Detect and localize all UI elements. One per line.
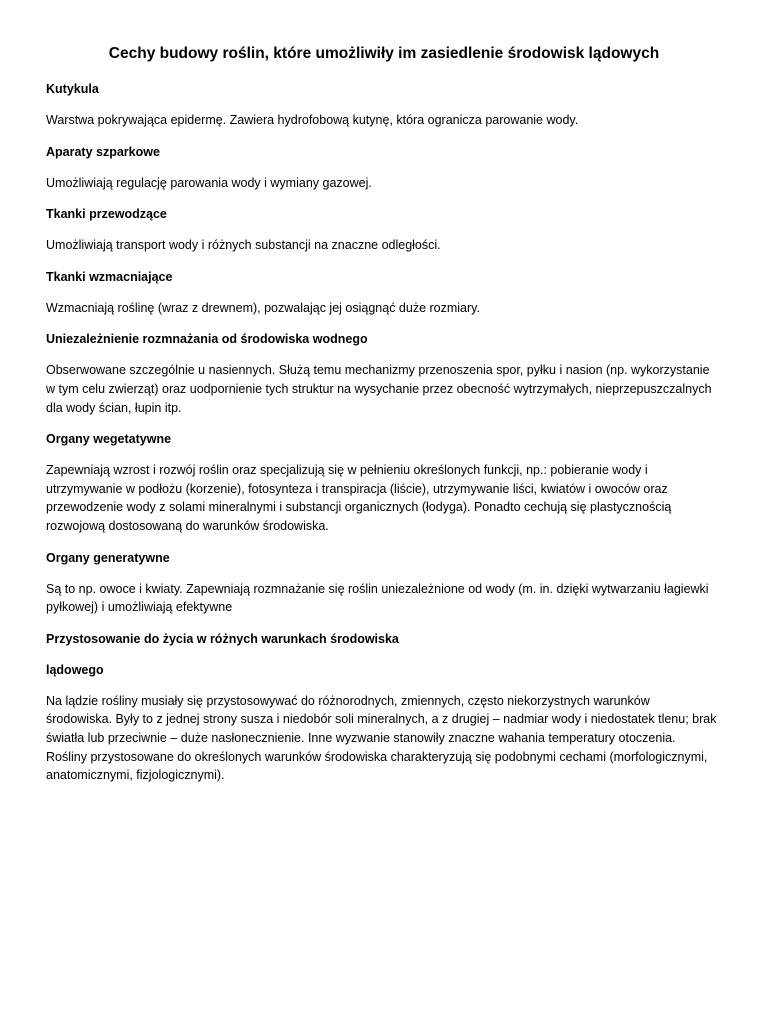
section-heading: Aparaty szparkowe bbox=[46, 144, 160, 159]
section-paragraph: Obserwowane szczególnie u nasiennych. Służą temu mechanizmy przenoszenia spor, pyłku i nasion (np. wykorzystanie w tym celu zwierząt) oraz uodpornienie tych struktur na wysychanie przez obecność wytrzymałych, nieprzepuszczalnych dla wody ścian, łupin itp. bbox=[46, 363, 712, 415]
section-paragraph: Umożliwiają regulację parowania wody i wymiany gazowej. bbox=[46, 175, 372, 190]
section-ladowego bbox=[46, 661, 717, 785]
section-paragraph: Zapewniają wzrost i rozwój roślin oraz specjalizują się w pełnieniu określonych funkcji, np.: pobieranie wody i utrzymywanie w podłożu (korzenie), fotosynteza i transpiracja (liście), utrzymywanie liści, kwiatów i owoców oraz przewodzenie wody z solami mineralnymi i substancji organicznych (łodyga). Ponadto cechują się plastycznością rozwojową dostosowaną do warunków środowiska. bbox=[46, 463, 672, 533]
section-aparaty-szparkowe bbox=[46, 143, 712, 193]
section-heading: Przystosowanie do życia w różnych warunkach środowiska bbox=[46, 631, 399, 646]
section-heading: Uniezależnienie rozmnażania od środowiska wodnego bbox=[46, 332, 368, 347]
section-przystosowanie bbox=[46, 630, 712, 648]
section-organy-generatywne bbox=[46, 549, 712, 617]
page-title: Cechy budowy roślin, które umożliwiły im zasiedlenie środowisk lądowych bbox=[108, 45, 660, 62]
section-paragraph: Wzmacniają roślinę (wraz z drewnem), pozwalając jej osiągnąć duże rozmiary. bbox=[46, 300, 480, 315]
section-organy-wegetatywne bbox=[46, 430, 712, 535]
section-paragraph: Umożliwiają transport wody i różnych substancji na znaczne odległości. bbox=[46, 238, 441, 253]
section-paragraph: Warstwa pokrywająca epidermę. Zawiera hydrofobową kutynę, która ogranicza parowanie wody. bbox=[46, 113, 579, 127]
section-paragraph: Na lądzie rośliny musiały się przystosowywać do różnorodnych, zmiennych, często niekorzystnych warunków środowiska. Były to z jednej strony susza i niedobór soli mineralnych, a z drugiej – nadmiar wody i niedostatek tlenu; brak światła lub przeciwnie – duże nasłonecznienie. Inne wyzwanie stanowiły znaczne wahania temperatury otoczenia. Rośliny przystosowane do określonych warunków środowiska charakteryzują się podobnymi cechami (morfologicznymi, anatomicznymi, fizjologicznymi). bbox=[46, 693, 717, 783]
section-heading: Kutykula bbox=[46, 82, 99, 96]
section-heading: Tkanki przewodzące bbox=[46, 207, 167, 222]
section-tkanki-przewodzace bbox=[46, 205, 712, 255]
section-rozmnazanie bbox=[46, 330, 712, 417]
section-kutykula bbox=[46, 80, 712, 130]
section-tkanki-wzmacniajace bbox=[46, 268, 712, 318]
section-heading: lądowego bbox=[46, 662, 104, 677]
section-paragraph: Są to np. owoce i kwiaty. Zapewniają rozmnażanie się roślin uniezależnione od wody (m. in. dzięki wytwarzaniu łagiewki pyłkowej) i umożliwiają efektywne bbox=[46, 581, 709, 615]
section-heading: Organy wegetatywne bbox=[46, 432, 172, 447]
section-heading: Organy generatywne bbox=[46, 550, 170, 565]
section-heading: Tkanki wzmacniające bbox=[46, 269, 173, 284]
